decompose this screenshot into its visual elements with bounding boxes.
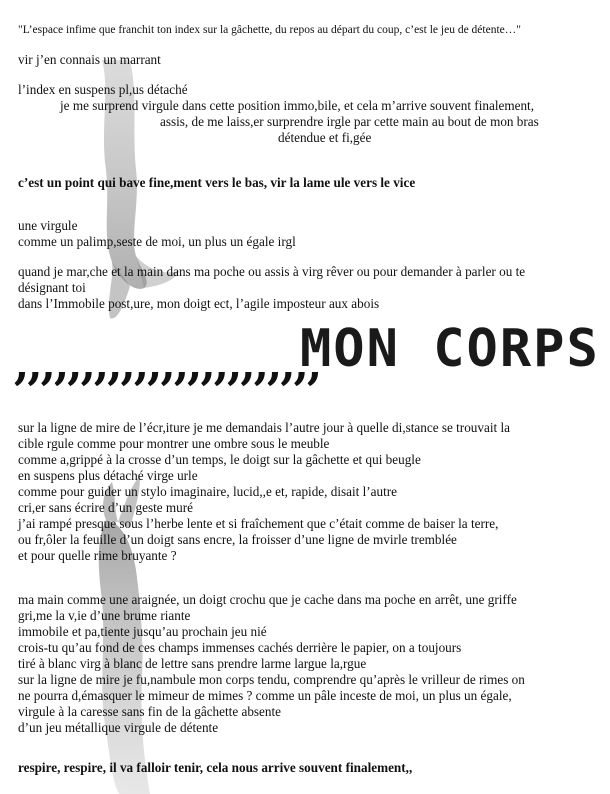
- poem-line: tiré à blanc virg à blanc de lettre sans prendre larme largue la,rgue: [18, 656, 367, 671]
- poem-line: ou fr,ôler la feuille d’un doigt sans encre, la froisser d’une ligne de mvirle tremblée: [18, 532, 457, 547]
- poem-line: cible rgule comme pour montrer une ombre sous le meuble: [18, 436, 330, 451]
- page-title: MON CORPS: [300, 319, 600, 379]
- comma-row: ,,,,,,,,,,,,,,,,,,,,,,,: [14, 339, 321, 390]
- poem-line: comme un palimp,seste de moi, un plus un égale irgl: [18, 234, 296, 249]
- poem-line: l’index en suspens pl,us détaché: [18, 82, 188, 97]
- poem-line: j’ai rampé presque sous l’herbe lente et si fraîchement que c’était comme de baiser la terre,: [18, 516, 499, 531]
- poem-line: comme a,grippé à la crosse d’un temps, le doigt sur la gâchette et qui beugle: [18, 452, 421, 467]
- poem-line: vir j’en connais un marrant: [18, 52, 161, 67]
- poem-line: sur la ligne de mire de l’écr,iture je me demandais l’autre jour à quelle di,stance se trouvait la: [18, 420, 510, 435]
- poem-line: en suspens plus détaché virge urle: [18, 468, 198, 483]
- poem-line-emphasis: respire, respire, il va falloir tenir, cela nous arrive souvent finalement,,: [18, 760, 413, 775]
- poem-line: cri,er sans écrire d’un geste muré: [18, 500, 194, 515]
- poem-line: assis, de me laiss,er surprendre irgle par cette main au bout de mon bras: [160, 114, 539, 129]
- poem-line: ne pourra d,émasquer le mimeur de mimes ? comme un pâle inceste de moi, un plus un égale,: [18, 688, 512, 703]
- poem-line: détendue et fi,gée: [278, 130, 372, 145]
- poem-line: gri,me la v,ie d’une brume riante: [18, 608, 191, 623]
- poem-line: dans l’Immobile post,ure, mon doigt ect, l’agile imposteur aux abois: [18, 296, 380, 311]
- poem-line: sur la ligne de mire je fu,nambule mon corps tendu, comprendre qu’après le vrilleur de rimes on: [18, 672, 525, 687]
- poem-line: je me surprend virgule dans cette position immo,bile, et cela m’arrive souvent finalement,: [60, 98, 534, 113]
- epigraph-quote: "L’espace infime que franchit ton index sur la gâchette, du repos au départ du coup, c’est le jeu de détente…": [18, 24, 521, 36]
- poem-line: quand je mar,che et la main dans ma poche ou assis à virg rêver ou pour demander à parler ou te: [18, 264, 526, 279]
- poem-line: immobile et pa,tiente jusqu’au prochain jeu nié: [18, 624, 267, 639]
- poem-line: d’un jeu métallique virgule de détente: [18, 720, 219, 735]
- poem-line: une virgule: [18, 218, 78, 233]
- poem-line: virgule à la caresse sans fin de la gâchette absente: [18, 704, 282, 719]
- poem-line: crois-tu qu’au fond de ces champs immenses cachés derrière le papier, on a toujours: [18, 640, 462, 655]
- poem-line: comme pour guider un stylo imaginaire, lucid,,e et, rapide, disait l’autre: [18, 484, 398, 499]
- poem-line-emphasis: c’est un point qui bave fine,ment vers le bas, vir la lame ule vers le vice: [18, 175, 416, 190]
- poem-line: ma main comme une araignée, un doigt crochu que je cache dans ma poche en arrêt, une griffe: [18, 592, 517, 607]
- poem-line: et pour quelle rime bruyante ?: [18, 548, 177, 563]
- poem-line: désignant toi: [18, 280, 86, 295]
